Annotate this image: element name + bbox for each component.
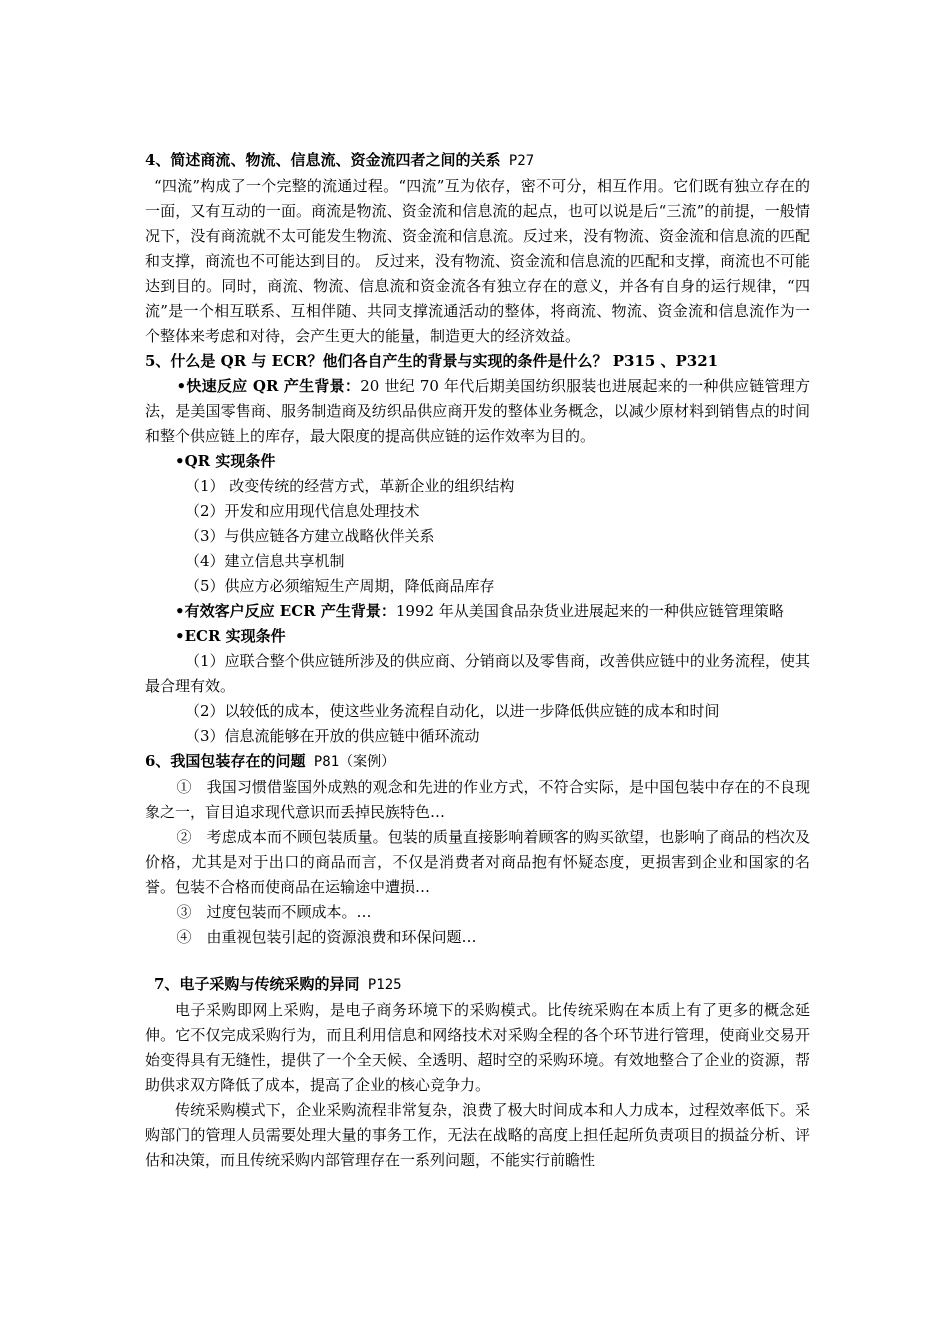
qr-condition-item: （3）与供应链各方建立战略伙伴关系 xyxy=(185,527,435,545)
document-content xyxy=(145,148,810,1173)
packaging-issue-item: ④ 由重视包装引起的资源浪费和环保问题… xyxy=(176,928,477,946)
section-7-ref: P125 xyxy=(359,977,402,993)
ecr-condition-item: （3）信息流能够在开放的供应链中循环流动 xyxy=(185,727,480,745)
qr-condition-item: （4）建立信息共享机制 xyxy=(185,552,345,570)
section-4-heading xyxy=(145,148,810,174)
section-4-ref: P27 xyxy=(500,153,535,169)
ecr-conditions-title: •ECR 实现条件 xyxy=(175,627,286,645)
section-6-heading xyxy=(145,749,810,775)
ecr-background-label: •有效客户反应 ECR 产生背景： xyxy=(175,602,396,620)
qr-background-text: 20 世纪 70 年代后期美国纺织服装也进展起来的一种供应链管理方法，是美国零售商、服务制造商及纺织品供应商开发的整体业务概念，以减少原材料到销售点的时间和整个供应链上的库存，最大限度的提高供应链的运作效率为目的。 xyxy=(145,377,810,445)
packaging-issue-item: ② 考虑成本而不顾包装质量。包装的质量直接影响着顾客的购买欲望，也影响了商品的档次及价格，尤其是对于出口的商品而言，不仅是消费者对商品抱有怀疑态度，更损害到企业和国家的名誉。包装不合格而使商品在运输途中遭损… xyxy=(145,828,810,896)
section-6-ref: P81（案例） xyxy=(305,754,396,770)
section-5-heading xyxy=(145,349,810,374)
packaging-issue-item: ① 我国习惯借鉴国外成熟的观念和先进的作业方式，不符合实际，是中国包装中存在的不良现象之一，盲目追求现代意识而丢掉民族特色… xyxy=(145,778,810,821)
ecr-background-text: 1992 年从美国食品杂货业进展起来的一种供应链管理策略 xyxy=(395,602,784,620)
section-7-title: 7、电子采购与传统采购的异同 xyxy=(154,975,360,993)
section-7-paragraph-2: 传统采购模式下，企业采购流程非常复杂，浪费了极大时间成本和人力成本，过程效率低下。采购部门的管理人员需要处理大量的事务工作，无法在战略的高度上担任起所负责项目的损益分析、评估和决策，而且传统采购内部管理存在一系列问题，不能实行前瞻性 xyxy=(145,1101,810,1169)
qr-conditions-title: •QR 实现条件 xyxy=(175,452,276,470)
qr-background-label: •快速反应 QR 产生背景： xyxy=(176,377,361,395)
section-5-title: 5、什么是 QR 与 ECR？他们各自产生的背景与实现的条件是什么？ xyxy=(145,352,608,370)
ecr-condition-item: （2）以较低的成本，使这些业务流程自动化，以进一步降低供应链的成本和时间 xyxy=(185,702,720,720)
section-4-body: “四流”构成了一个完整的流通过程。“四流”互为依存，密不可分，相互作用。它们既有独立存在的一面，又有互动的一面。商流是物流、资金流和信息流的起点，也可以说是后“三流”的前提，一般情况下，没有商流就不太可能发生物流、资金流和信息流。反过来，没有物流、资金流和信息流的匹配和支撑，商流也不可能达到目的。 反过来，没有物流、资金流和信息流的匹配和支撑，商流也不可能达到目的。同时，商流、物流、信息流和资金流各有独立存在的意义，并各有自身的运行规律，“四流”是一个相互联系、互相伴随、共同支撑流通活动的整体，将商流、物流、资金流和信息流作为一个整体来考虑和对待，会产生更大的能量，制造更大的经济效益。 xyxy=(145,177,810,345)
section-7-heading xyxy=(145,972,810,998)
qr-condition-item: （5）供应方必须缩短生产周期，降低商品库存 xyxy=(185,577,495,595)
section-5-ref: P315 、P321 xyxy=(607,352,719,370)
ecr-condition-item: （1）应联合整个供应链所涉及的供应商、分销商以及零售商，改善供应链中的业务流程，使其最合理有效。 xyxy=(145,652,810,695)
qr-background xyxy=(145,374,810,449)
qr-condition-item: （1） 改变传统的经营方式，革新企业的组织结构 xyxy=(185,477,515,495)
packaging-issue-item: ③ 过度包装而不顾成本。… xyxy=(176,903,372,921)
ecr-background xyxy=(145,599,810,624)
section-7-paragraph-1: 电子采购即网上采购，是电子商务环境下的采购模式。比传统采购在本质上有了更多的概念延伸。它不仅完成采购行为，而且利用信息和网络技术对采购全程的各个环节进行管理，使商业交易开始变得具有无缝性，提供了一个全天候、全透明、超时空的采购环境。有效地整合了企业的资源，帮助供求双方降低了成本，提高了企业的核心竞争力。 xyxy=(145,1001,810,1094)
section-spacer xyxy=(145,950,810,972)
qr-condition-item: （2）开发和应用现代信息处理技术 xyxy=(185,502,420,520)
section-4-title: 4、简述商流、物流、信息流、资金流四者之间的关系 xyxy=(145,151,501,169)
section-6-title: 6、我国包装存在的问题 xyxy=(145,752,306,770)
